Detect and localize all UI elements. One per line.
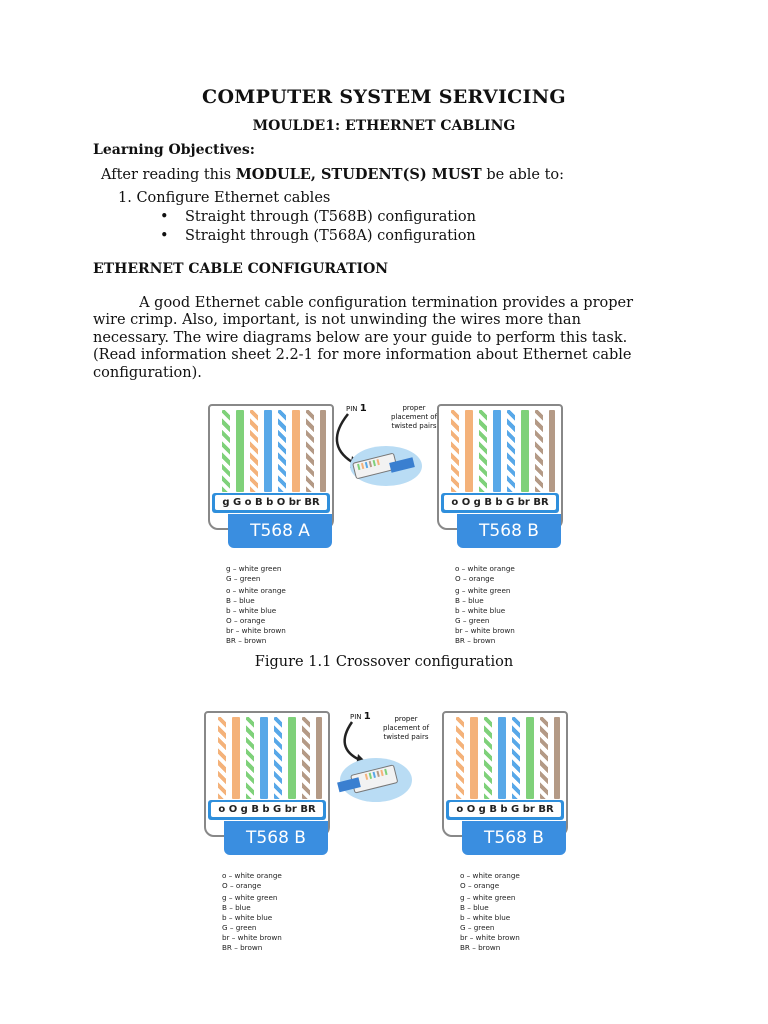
bullet-icon: • (160, 228, 169, 244)
module-subtitle: MOULDE1: ETHERNET CABLING (252, 118, 516, 134)
bullet-item (160, 209, 476, 225)
wire-legend (455, 564, 515, 646)
arrow-curve (345, 722, 360, 760)
legend-item: o – white orange (455, 564, 515, 573)
legend-item: o – white orange (222, 871, 282, 880)
wire (306, 410, 314, 492)
legend-item: b – white blue (455, 606, 506, 615)
standard-label: T568 B (462, 821, 566, 855)
legend-item: g – white green (222, 893, 278, 902)
bullet-text: Straight through (T568B) configuration (185, 209, 476, 225)
wire (493, 410, 501, 492)
legend-item: BR – brown (455, 636, 496, 645)
legend-item: BR – brown (460, 943, 501, 952)
wire (288, 717, 296, 799)
wire (222, 410, 230, 492)
standard-label: T568 B (457, 514, 561, 548)
paragraph-line: necessary. The wire diagrams below are your guide to perform this task. (93, 329, 628, 346)
note-line: twisted pairs (391, 422, 437, 430)
legend-item: br – white brown (460, 933, 520, 942)
wire (512, 717, 520, 799)
pin-number: 1 (363, 711, 371, 722)
wire (465, 410, 473, 492)
plug-illustration (330, 708, 440, 808)
standard-label: T568 A (228, 514, 332, 548)
pin-order-text: g G o B b O br BR (215, 495, 327, 510)
objectives-intro (101, 166, 564, 183)
legend-item: B – blue (226, 596, 255, 605)
wire (278, 410, 286, 492)
pin-order-text: o O g B b G br BR (444, 495, 556, 510)
paragraph-line: (Read information sheet 2.2-1 for more information about Ethernet cable (93, 347, 632, 364)
wire (549, 410, 555, 492)
bullet-icon: • (160, 209, 169, 225)
legend-item: br – white brown (222, 933, 282, 942)
paragraph-line: A good Ethernet cable configuration termination provides a proper (93, 295, 634, 311)
legend-item: o – white orange (460, 871, 520, 880)
pin-order-bar (212, 493, 330, 513)
arrow-curve (337, 414, 352, 462)
figure-caption: Figure 1.1 Crossover configuration (254, 654, 514, 670)
wire-legend (222, 871, 282, 953)
wire (507, 410, 515, 492)
wire (498, 717, 506, 799)
pin-number: 1 (359, 403, 367, 414)
numbered-objective: 1. Configure Ethernet cables (118, 190, 331, 206)
plug-arrow-svg (330, 400, 440, 500)
legend-item: o – white orange (226, 586, 286, 595)
intro-paragraph (93, 295, 653, 382)
legend-item: br – white brown (455, 626, 515, 635)
wire (316, 717, 322, 799)
legend-item: b – white blue (222, 913, 273, 922)
legend-item: O – orange (460, 881, 500, 890)
pin-label-text: PIN (350, 713, 362, 721)
legend-item: br – white brown (226, 626, 286, 635)
wire (451, 410, 459, 492)
wire (470, 717, 478, 799)
wire (302, 717, 310, 799)
wire (292, 410, 300, 492)
legend-item: g – white green (455, 586, 511, 595)
wire (554, 717, 560, 799)
wire (540, 717, 548, 799)
page-title: COMPUTER SYSTEM SERVICING (202, 86, 566, 108)
plug-arrow-svg (330, 708, 440, 808)
note-line: placement of (382, 724, 430, 732)
legend-item: G – green (460, 923, 495, 932)
note-line: proper (394, 715, 418, 723)
wire (250, 410, 258, 492)
wire (535, 410, 543, 492)
pin-order-bar (446, 800, 564, 820)
wire (456, 717, 464, 799)
section-heading: ETHERNET CABLE CONFIGURATION (93, 261, 389, 277)
pin-order-text: o O g B b G br BR (449, 802, 561, 817)
legend-item: O – orange (226, 616, 266, 625)
legend-item: G – green (226, 574, 261, 583)
pin-order-bar (208, 800, 326, 820)
legend-item: B – blue (460, 903, 489, 912)
legend-item: b – white blue (226, 606, 277, 615)
legend-item: O – orange (222, 881, 262, 890)
wire (521, 410, 529, 492)
paragraph-line: wire crimp. Also, important, is not unwinding the wires more than (93, 312, 581, 329)
wire (479, 410, 487, 492)
pin-order-bar (441, 493, 559, 513)
wire (274, 717, 282, 799)
legend-item: B – blue (222, 903, 251, 912)
learning-objectives-heading: Learning Objectives: (93, 142, 255, 158)
legend-item: b – white blue (460, 913, 511, 922)
wire (320, 410, 326, 492)
plug-illustration (330, 400, 440, 500)
wire (232, 717, 240, 799)
standard-label: T568 B (224, 821, 328, 855)
note-line: twisted pairs (383, 733, 429, 741)
legend-item: O – orange (455, 574, 495, 583)
bullet-item (160, 228, 476, 244)
wire (246, 717, 254, 799)
wire (218, 717, 226, 799)
legend-item: g – white green (226, 564, 282, 573)
bullet-text: Straight through (T568A) configuration (185, 228, 476, 244)
note-line: proper (402, 404, 426, 412)
legend-item: BR – brown (222, 943, 263, 952)
pin-order-text: o O g B b G br BR (211, 802, 323, 817)
intro-suffix: be able to: (481, 167, 565, 183)
legend-item: G – green (455, 616, 490, 625)
wire-legend (460, 871, 520, 953)
wire (260, 717, 268, 799)
paragraph-line: configuration). (93, 364, 202, 381)
legend-item: G – green (222, 923, 257, 932)
note-line: placement of (390, 413, 438, 421)
intro-prefix: After reading this (101, 167, 236, 183)
wire (484, 717, 492, 799)
wire (264, 410, 272, 492)
legend-item: g – white green (460, 893, 516, 902)
legend-item: BR – brown (226, 636, 267, 645)
wire (236, 410, 244, 492)
wire (526, 717, 534, 799)
intro-bold: MODULE, STUDENT(S) MUST (235, 166, 482, 183)
wire-legend (226, 564, 286, 646)
pin-label-text: PIN (346, 405, 358, 413)
legend-item: B – blue (455, 596, 484, 605)
